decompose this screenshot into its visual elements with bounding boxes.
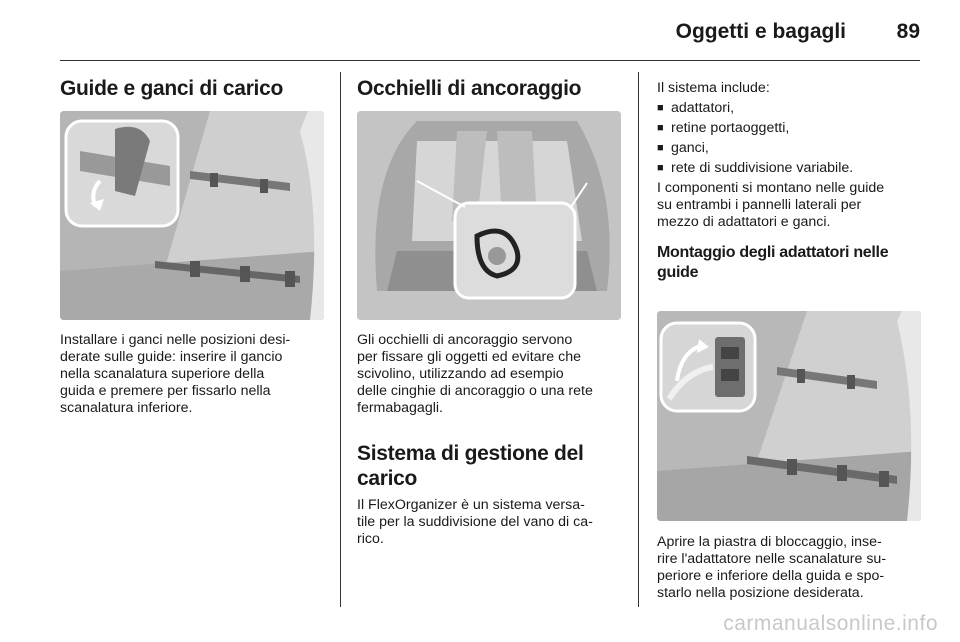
adapter-mounting-illustration-icon — [657, 311, 921, 521]
figure-lashing-eyes — [357, 111, 621, 320]
column-2 — [357, 72, 621, 102]
heading-guide-ganci: Guide e ganci di carico — [60, 77, 284, 100]
components-list — [657, 98, 921, 178]
list-item: ■ adattatori, — [657, 100, 735, 116]
cargo-rail-hook-illustration-icon — [60, 111, 324, 320]
section-title: Oggetti e bagagli — [675, 20, 846, 43]
heading-sistema-gestione: Sistema di gestione del carico — [357, 442, 584, 490]
figure-adapter-mounting — [657, 311, 921, 521]
list-item: ■ retine portaoggetti, — [657, 120, 790, 136]
paragraph-flexorganizer: Il FlexOrganizer è un sistema versa- tile per la suddivisione del vano di ca- rico. — [357, 497, 593, 547]
page-header — [60, 14, 920, 54]
heading-occhielli: Occhielli di ancoraggio — [357, 77, 582, 100]
bullet-icon: ■ — [657, 142, 664, 154]
column-1-text — [60, 332, 324, 417]
lashing-eye-illustration-icon — [357, 111, 621, 320]
column-3-text — [657, 534, 921, 602]
column-2-text — [357, 332, 621, 548]
header-divider — [60, 60, 920, 61]
paragraph-montaggio: Aprire la piastra di bloccaggio, inse- rire l'adattatore nelle scanalature su- periore e inferiore della guida e spo- starlo nella posizione desiderata. — [657, 534, 887, 601]
page-number: 89 — [896, 20, 920, 43]
paragraph-componenti: I componenti si montano nelle guide su entrambi i pannelli laterali per mezzo di adattatori e ganci. — [657, 180, 885, 230]
column-3 — [657, 79, 921, 283]
intro-sistema: Il sistema include: — [657, 80, 770, 96]
figure-cargo-rails — [60, 111, 324, 320]
column-divider-2 — [638, 72, 639, 607]
watermark: carmanualsonline.info — [723, 612, 938, 635]
bullet-icon: ■ — [657, 162, 664, 174]
heading-montaggio-adattatori: Montaggio degli adattatori nelle guide — [657, 244, 889, 281]
bullet-icon: ■ — [657, 122, 664, 134]
list-item: ■ ganci, — [657, 140, 709, 156]
column-1 — [60, 72, 324, 102]
column-divider-1 — [340, 72, 341, 607]
bullet-icon: ■ — [657, 102, 664, 114]
list-item: ■ rete di suddivisione variabile. — [657, 160, 854, 176]
paragraph-guide-ganci: Installare i ganci nelle posizioni desi- derate sulle guide: inserire il gancio nella scanalatura superiore della guida e premere per fissarlo nella scanalatura inferiore. — [60, 332, 291, 416]
paragraph-occhielli: Gli occhielli di ancoraggio servono per fissare gli oggetti ed evitare che scivolino, utilizzando ad esempio delle cinghie di ancoraggio o una rete fermabagagli. — [357, 332, 593, 416]
